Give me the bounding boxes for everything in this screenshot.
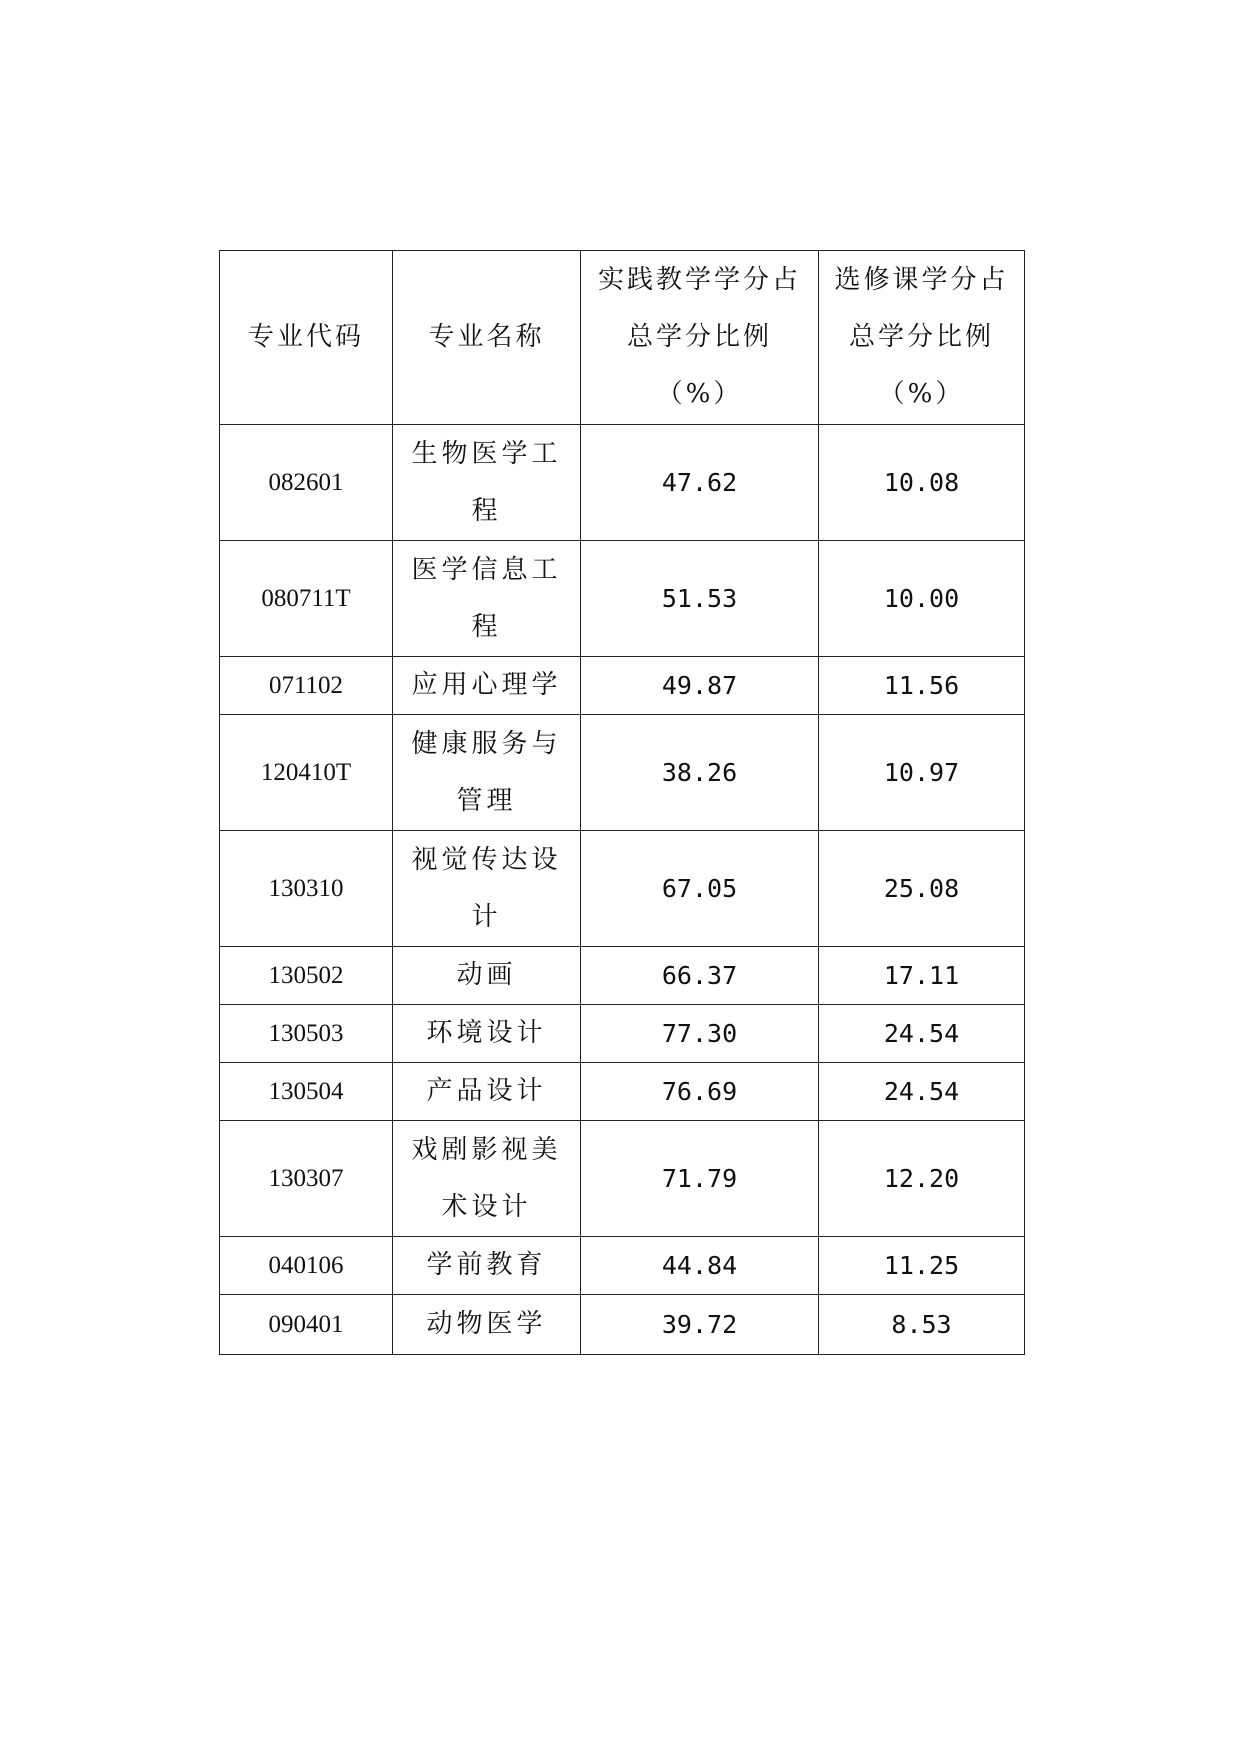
table-row bbox=[220, 1237, 1025, 1295]
major-code: 080711T bbox=[220, 541, 393, 657]
elective-ratio: 10.08 bbox=[819, 425, 1025, 541]
practice-ratio: 39.72 bbox=[581, 1295, 819, 1355]
credit-ratio-table bbox=[219, 250, 1025, 1355]
table-row bbox=[220, 1295, 1025, 1355]
major-name: 动物医学 bbox=[393, 1295, 581, 1355]
table-row bbox=[220, 1063, 1025, 1121]
elective-ratio: 24.54 bbox=[819, 1063, 1025, 1121]
table-row bbox=[220, 541, 1025, 657]
major-code: 071102 bbox=[220, 657, 393, 715]
major-name: 戏剧影视美术设计 bbox=[393, 1121, 581, 1237]
practice-ratio: 44.84 bbox=[581, 1237, 819, 1295]
elective-ratio: 11.25 bbox=[819, 1237, 1025, 1295]
major-code: 040106 bbox=[220, 1237, 393, 1295]
table-header-row bbox=[220, 251, 1025, 425]
major-code: 120410T bbox=[220, 715, 393, 831]
major-code: 130504 bbox=[220, 1063, 393, 1121]
practice-ratio: 47.62 bbox=[581, 425, 819, 541]
elective-ratio: 11.56 bbox=[819, 657, 1025, 715]
header-elective-ratio: 选修课学分占总学分比例（%） bbox=[819, 251, 1025, 425]
practice-ratio: 71.79 bbox=[581, 1121, 819, 1237]
header-major-name: 专业名称 bbox=[393, 251, 581, 425]
elective-ratio: 12.20 bbox=[819, 1121, 1025, 1237]
practice-ratio: 66.37 bbox=[581, 947, 819, 1005]
major-name: 环境设计 bbox=[393, 1005, 581, 1063]
major-name: 应用心理学 bbox=[393, 657, 581, 715]
practice-ratio: 77.30 bbox=[581, 1005, 819, 1063]
header-major-code: 专业代码 bbox=[220, 251, 393, 425]
major-code: 090401 bbox=[220, 1295, 393, 1355]
major-code: 130310 bbox=[220, 831, 393, 947]
table-row bbox=[220, 831, 1025, 947]
elective-ratio: 24.54 bbox=[819, 1005, 1025, 1063]
table-row bbox=[220, 425, 1025, 541]
table-row bbox=[220, 1005, 1025, 1063]
major-name: 学前教育 bbox=[393, 1237, 581, 1295]
elective-ratio: 8.53 bbox=[819, 1295, 1025, 1355]
header-practice-ratio: 实践教学学分占总学分比例（%） bbox=[581, 251, 819, 425]
elective-ratio: 10.00 bbox=[819, 541, 1025, 657]
elective-ratio: 17.11 bbox=[819, 947, 1025, 1005]
major-code: 130503 bbox=[220, 1005, 393, 1063]
practice-ratio: 49.87 bbox=[581, 657, 819, 715]
practice-ratio: 51.53 bbox=[581, 541, 819, 657]
major-code: 082601 bbox=[220, 425, 393, 541]
table-row bbox=[220, 1121, 1025, 1237]
elective-ratio: 25.08 bbox=[819, 831, 1025, 947]
major-name: 视觉传达设计 bbox=[393, 831, 581, 947]
major-code: 130307 bbox=[220, 1121, 393, 1237]
practice-ratio: 76.69 bbox=[581, 1063, 819, 1121]
major-name: 动画 bbox=[393, 947, 581, 1005]
major-name: 生物医学工程 bbox=[393, 425, 581, 541]
table-row bbox=[220, 657, 1025, 715]
practice-ratio: 38.26 bbox=[581, 715, 819, 831]
major-name: 健康服务与管理 bbox=[393, 715, 581, 831]
elective-ratio: 10.97 bbox=[819, 715, 1025, 831]
major-name: 医学信息工程 bbox=[393, 541, 581, 657]
practice-ratio: 67.05 bbox=[581, 831, 819, 947]
major-name: 产品设计 bbox=[393, 1063, 581, 1121]
major-code: 130502 bbox=[220, 947, 393, 1005]
table-row bbox=[220, 715, 1025, 831]
table-row bbox=[220, 947, 1025, 1005]
